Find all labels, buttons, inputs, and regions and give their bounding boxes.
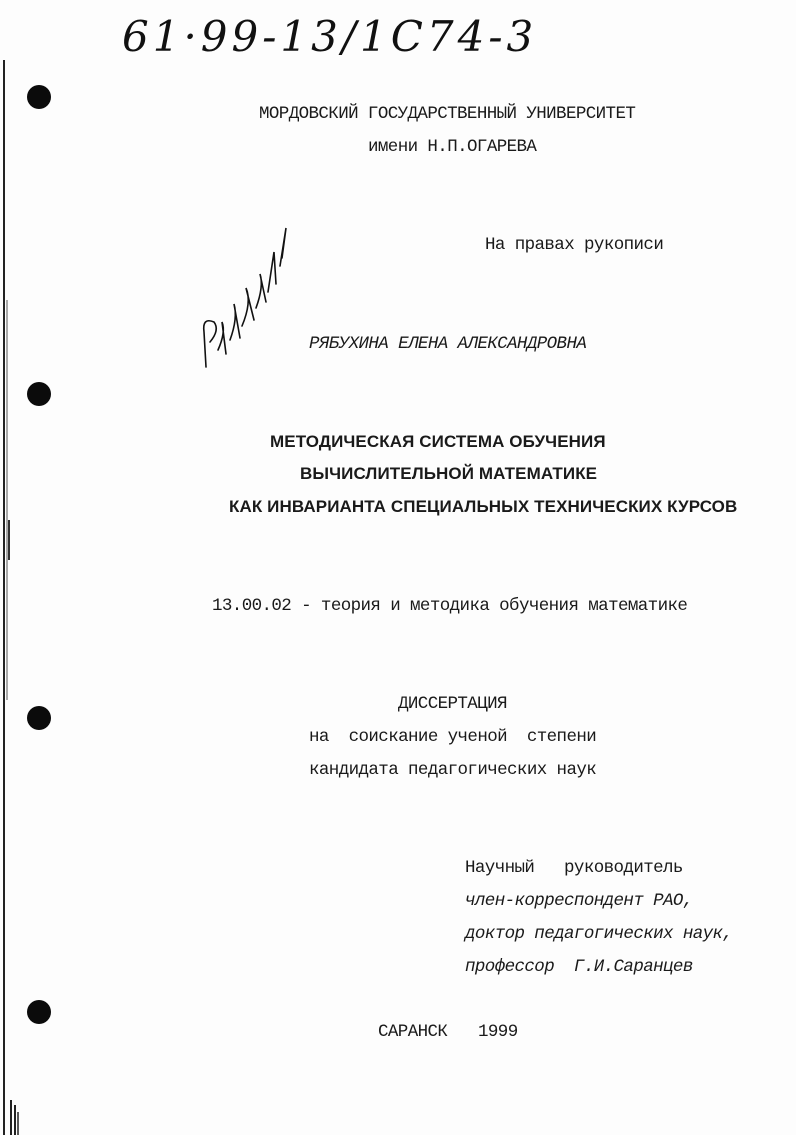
- author-signature: [196, 222, 296, 372]
- degree-line-1: на соискание ученой степени: [309, 727, 597, 747]
- title-line-2: ВЫЧИСЛИТЕЛЬНОЙ МАТЕМАТИКЕ: [300, 464, 598, 483]
- title-line-3: КАК ИНВАРИАНТА СПЕЦИАЛЬНЫХ ТЕХНИЧЕСКИХ КУРСОВ: [229, 497, 738, 516]
- footer-year: 1999: [478, 1022, 518, 1042]
- degree-line-2: кандидата педагогических наук: [309, 760, 597, 780]
- title-line-1: МЕТОДИЧЕСКАЯ СИСТЕМА ОБУЧЕНИЯ: [270, 432, 606, 451]
- supervisor-title-1: член-корреспондент РАО,: [465, 891, 693, 911]
- university-name: МОРДОВСКИЙ ГОСУДАРСТВЕННЫЙ УНИВЕРСИТЕТ: [259, 104, 636, 124]
- university-subtitle: имени Н.П.ОГАРЕВА: [368, 137, 537, 157]
- supervisor-title-2: доктор педагогических наук,: [465, 924, 733, 944]
- scan-edge-marks: [0, 0, 22, 1135]
- supervisor-heading: Научный руководитель: [465, 858, 683, 878]
- punch-hole-icon: [27, 382, 51, 406]
- footer-city: САРАНСК: [378, 1022, 448, 1042]
- supervisor-name: профессор Г.И.Саранцев: [465, 957, 693, 977]
- specialty-code: 13.00.02 - теория и методика обучения математике: [212, 596, 688, 616]
- manuscript-note: На правах рукописи: [485, 235, 664, 255]
- dissertation-heading: ДИССЕРТАЦИЯ: [398, 694, 507, 714]
- punch-hole-icon: [27, 1000, 51, 1024]
- archive-stamp: 61·99-13/1С74-3: [122, 12, 538, 61]
- punch-hole-icon: [27, 706, 51, 730]
- punch-hole-icon: [27, 85, 51, 109]
- author-name: РЯБУХИНА ЕЛЕНА АЛЕКСАНДРОВНА: [309, 334, 587, 354]
